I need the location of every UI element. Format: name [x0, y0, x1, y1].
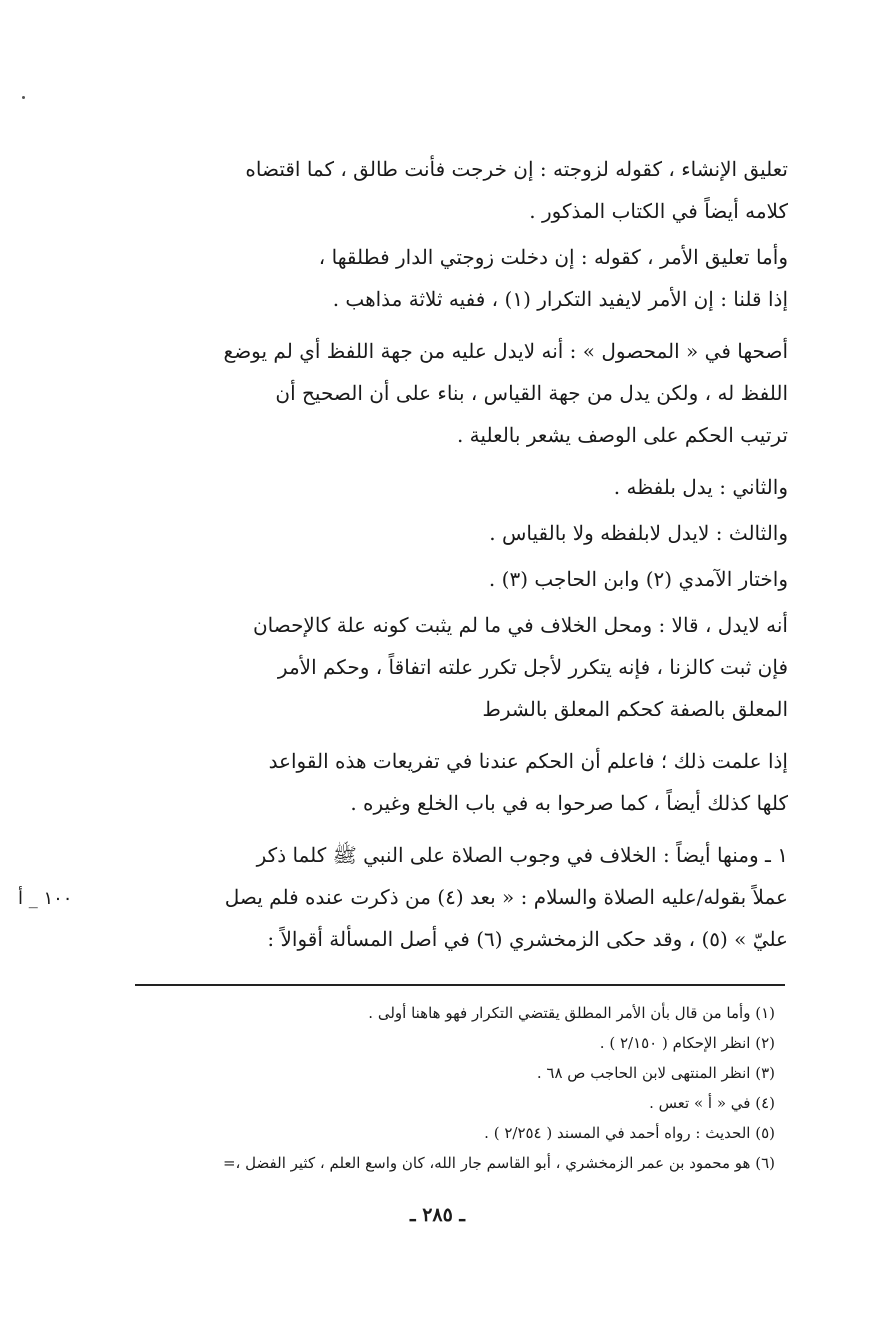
- text-line: ١ ـ ومنها أيضاً : الخلاف في وجوب الصلاة على النبي ﷺ كلما ذكر: [256, 843, 788, 867]
- text-line: كلها كذلك أيضاً ، كما صرحوا به في باب الخلع وغيره .: [350, 791, 788, 815]
- text-line: إذا علمت ذلك ؛ فاعلم أن الحكم عندنا في تفريعات هذه القواعد: [268, 749, 788, 773]
- paragraph: [128, 834, 788, 960]
- manuscript-folio-note: ١٠٠ _ أ: [18, 888, 73, 909]
- page-number: ـ ٢٨٥ ـ: [410, 1204, 465, 1226]
- text-line: كلامه أيضاً في الكتاب المذكور .: [529, 199, 788, 223]
- paragraph: [128, 740, 788, 824]
- footnote: (٥) الحديث : رواه أحمد في المسند ( ٢/٢٥٤ ) .: [484, 1124, 775, 1142]
- paragraph: [128, 148, 788, 232]
- footnotes: [135, 998, 775, 1178]
- text-line: فإن ثبت كالزنا ، فإنه يتكرر لأجل تكرر علته اتفاقاً ، وحكم الأمر: [277, 655, 788, 679]
- text-line: ترتيب الحكم على الوصف يشعر بالعلية .: [456, 423, 788, 447]
- text-line: واختار الآمدي (٢) وابن الحاجب (٣) .: [488, 567, 788, 591]
- paragraph: [128, 512, 788, 554]
- scan-speck: [22, 96, 25, 99]
- main-text: [128, 148, 788, 970]
- text-line: اللفظ له ، ولكن يدل من جهة القياس ، بناء على أن الصحيح أن: [275, 381, 788, 405]
- text-line: أنه لايدل ، قالا : ومحل الخلاف في ما لم يثبت كونه علة كالإحصان: [252, 613, 788, 637]
- text-line: والثالث : لايدل لابلفظه ولا بالقياس .: [489, 521, 788, 545]
- text-line: تعليق الإنشاء ، كقوله لزوجته : إن خرجت فأنت طالق ، كما اقتضاه: [245, 157, 788, 181]
- text-line: إذا قلنا : إن الأمر لايفيد التكرار (١) ، ففيه ثلاثة مذاهب .: [332, 287, 788, 311]
- paragraph: [128, 236, 788, 320]
- footnote: (٢) انظر الإحكام ( ٢/١٥٠ ) .: [599, 1034, 775, 1052]
- text-line: والثاني : يدل بلفظه .: [613, 475, 788, 499]
- footnote: (٤) في « أ » تعس .: [649, 1094, 775, 1112]
- text-line: وأما تعليق الأمر ، كقوله : إن دخلت زوجتي الدار فطلقها ،: [318, 245, 788, 269]
- paragraph: [128, 604, 788, 730]
- text-line: عليّ » (٥) ، وقد حكى الزمخشري (٦) في أصل المسألة أقوالاً :: [267, 927, 788, 951]
- footnote: (١) وأما من قال بأن الأمر المطلق يقتضي التكرار فهو هاهنا أولى .: [368, 1004, 775, 1022]
- text-line: عملاً بقوله/عليه الصلاة والسلام : « بعد (٤) من ذكرت عنده فلم يصل: [224, 885, 788, 909]
- paragraph: [128, 330, 788, 456]
- footnote: (٣) انظر المنتهى لابن الحاجب ص ٦٨ .: [536, 1064, 775, 1082]
- text-line: المعلق بالصفة كحكم المعلق بالشرط: [482, 697, 788, 721]
- paragraph: [128, 558, 788, 600]
- paragraph: [128, 466, 788, 508]
- footnote: (٦) هو محمود بن عمر الزمخشري ، أبو القاسم جار الله، كان واسع العلم ، كثير الفضل ،=: [222, 1154, 775, 1172]
- text-line: أصحها في « المحصول » : أنه لايدل عليه من جهة اللفظ أي لم يوضع: [223, 339, 788, 363]
- footnote-divider: [135, 984, 785, 986]
